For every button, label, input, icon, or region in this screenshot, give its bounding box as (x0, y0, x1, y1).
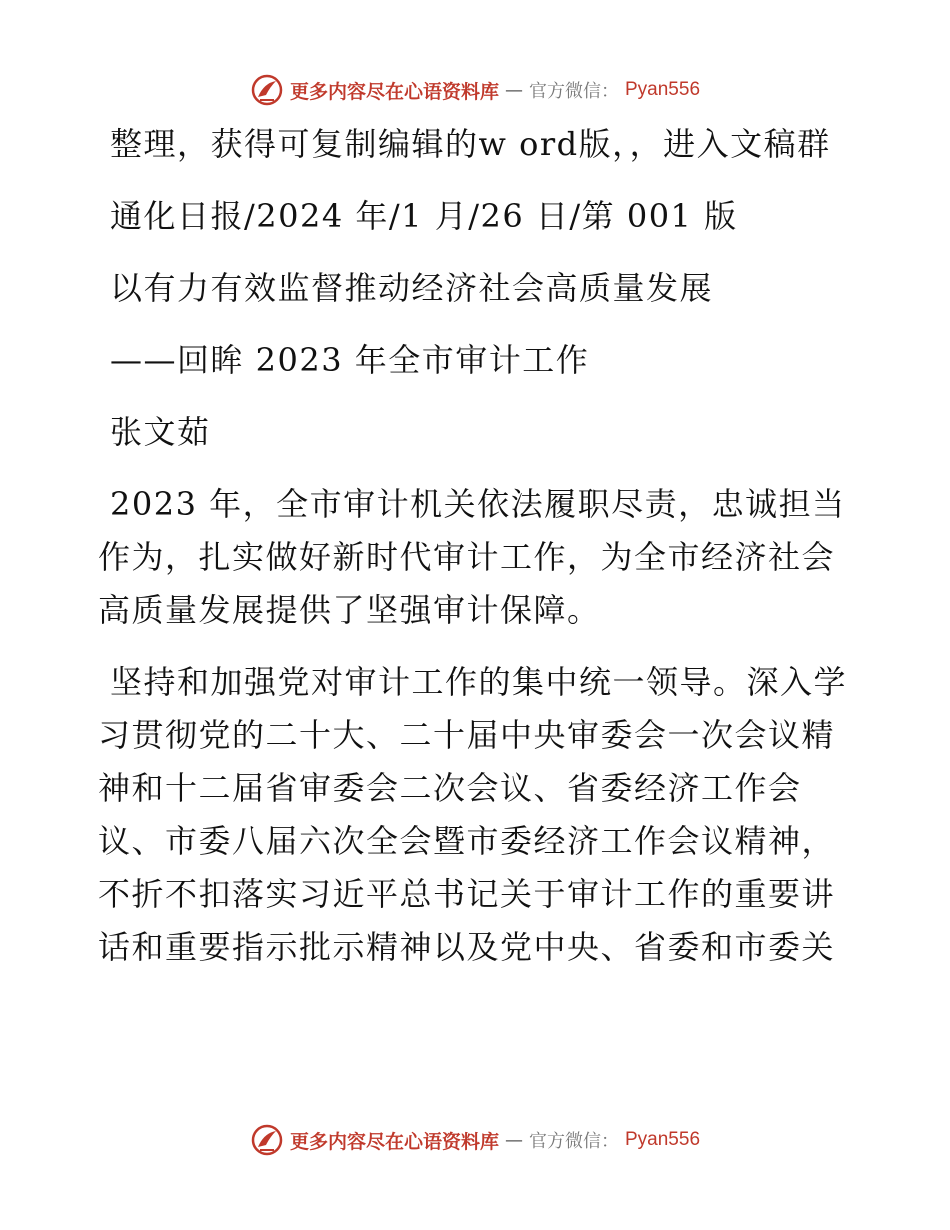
banner-dash: — (505, 79, 523, 101)
article-title: 以有力有效监督推动经济社会高质量发展 (110, 269, 714, 307)
footer-banner (0, 1120, 950, 1160)
article-subtitle: ——回眸 2023 年全市审计工作 (110, 341, 590, 379)
intro-note: 整理，获得可复制编辑的w ord版，，进入文稿群 (110, 125, 831, 163)
header-banner (0, 70, 950, 110)
body-paragraph: 坚持和加强党对审计工作的集中统一领导。深入学习贯彻党的二十大、二十届中央审委会一次会议精神和十二届省审委会二次会议、省委经济工作会议、市委八届六次全会暨市委经济工作会议精神，不折不扣落实习近平总书记关于审计工作的重要讲话和重要指示批示精神以及党中央、省委和市委关 (98, 663, 848, 966)
banner-account: Pyan556 (625, 79, 701, 100)
body-paragraph: 2023 年，全市审计机关依法履职尽责，忠诚担当作为，扎实做好新时代审计工作，为全市经济社会高质量发展提供了坚强审计保障。 (98, 485, 846, 629)
banner-dash: — (505, 1129, 523, 1151)
calligraphy-brush-logo-icon (250, 1123, 284, 1157)
article-author: 张文茹 (110, 413, 211, 451)
banner-site-text: 更多内容尽在心语资料库 (289, 1130, 499, 1153)
banner-wechat-label: 官方微信： (529, 81, 619, 102)
calligraphy-brush-logo-icon (250, 73, 284, 107)
banner-account: Pyan556 (625, 1129, 701, 1150)
banner-site-text: 更多内容尽在心语资料库 (289, 80, 499, 103)
banner-wechat-label: 官方微信： (529, 1131, 619, 1152)
document-body (98, 118, 858, 993)
source-line: 通化日报/2024 年/1 月/26 日/第 001 版 (110, 197, 738, 235)
